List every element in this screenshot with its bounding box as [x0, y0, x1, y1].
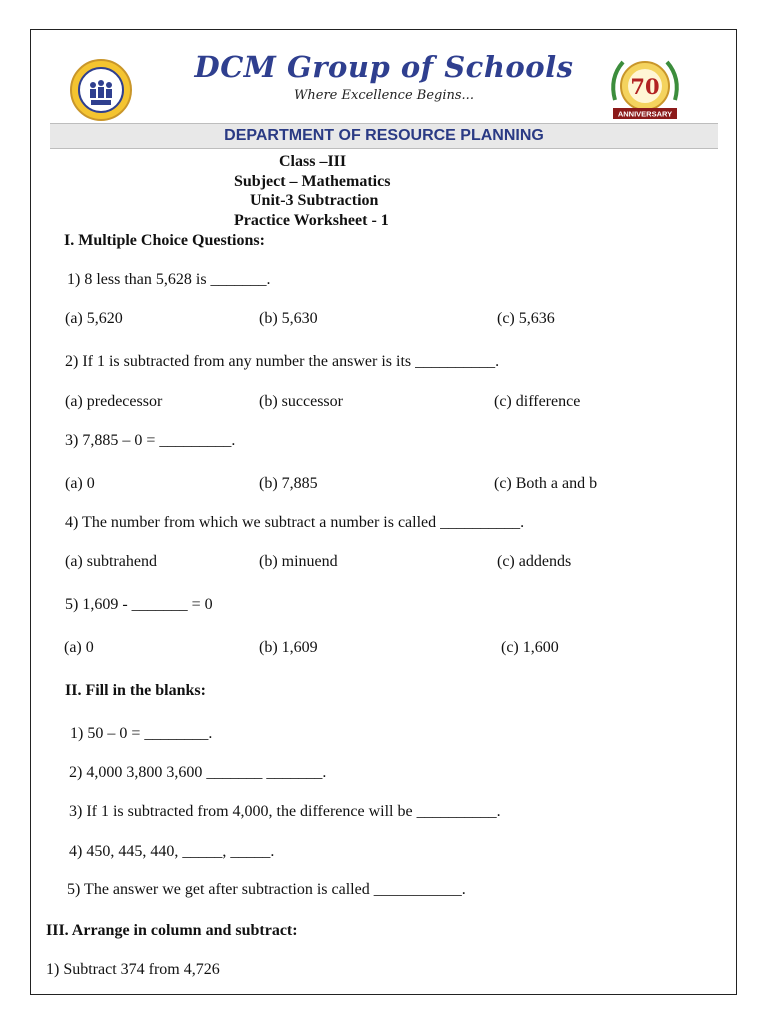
question-3: 3) 7,885 – 0 = _________.	[65, 432, 236, 449]
option-4a: (a) subtrahend	[65, 553, 157, 570]
option-5b: (b) 1,609	[259, 639, 318, 656]
fill-item-3: 3) If 1 is subtracted from 4,000, the difference will be __________.	[69, 803, 501, 820]
option-5a: (a) 0	[64, 639, 94, 656]
question-4: 4) The number from which we subtract a number is called __________.	[65, 514, 525, 531]
anniversary-banner: ANNIVERSARY	[617, 109, 673, 119]
option-2b: (b) successor	[259, 393, 343, 410]
option-2c: (c) difference	[494, 393, 581, 410]
question-1: 1) 8 less than 5,628 is _______.	[67, 271, 271, 288]
section-heading-mcq: I. Multiple Choice Questions:	[64, 232, 265, 249]
question-2: 2) If 1 is subtracted from any number the answer is its __________.	[65, 353, 500, 370]
arrange-item-1: 1) Subtract 374 from 4,726	[46, 961, 220, 978]
option-4b: (b) minuend	[259, 553, 338, 570]
tagline: Where Excellence Begins...	[294, 88, 474, 103]
option-3a: (a) 0	[65, 475, 95, 492]
section-heading-arrange: III. Arrange in column and subtract:	[46, 922, 298, 939]
letterhead	[50, 42, 718, 146]
fill-item-2: 2) 4,000 3,800 3,600 _______ _______.	[69, 764, 327, 781]
fill-item-1: 1) 50 – 0 = ________.	[70, 725, 213, 742]
unit-label: Unit-3 Subtraction	[250, 192, 379, 209]
question-5: 5) 1,609 - _______ = 0	[65, 596, 213, 613]
fill-item-4: 4) 450, 445, 440, _____, _____.	[69, 843, 275, 860]
option-1b: (b) 5,630	[259, 310, 318, 327]
anniversary-badge-icon	[603, 50, 687, 134]
option-3c: (c) Both a and b	[494, 475, 598, 492]
subject-label: Subject – Mathematics	[234, 173, 391, 190]
option-3b: (b) 7,885	[259, 475, 318, 492]
worksheet-label: Practice Worksheet - 1	[234, 212, 389, 229]
school-name: DCM Group of Schools	[194, 50, 574, 84]
option-5c: (c) 1,600	[501, 639, 559, 656]
option-2a: (a) predecessor	[65, 393, 163, 410]
option-4c: (c) addends	[497, 553, 572, 570]
fill-item-5: 5) The answer we get after subtraction is called ___________.	[67, 881, 466, 898]
section-heading-fill: II. Fill in the blanks:	[65, 682, 206, 699]
option-1a: (a) 5,620	[65, 310, 123, 327]
class-label: Class –III	[279, 153, 347, 170]
department-title: DEPARTMENT OF RESOURCE PLANNING	[224, 127, 544, 144]
anniversary-number: 70	[630, 74, 660, 99]
department-bar	[50, 123, 718, 149]
option-1c: (c) 5,636	[497, 310, 555, 327]
